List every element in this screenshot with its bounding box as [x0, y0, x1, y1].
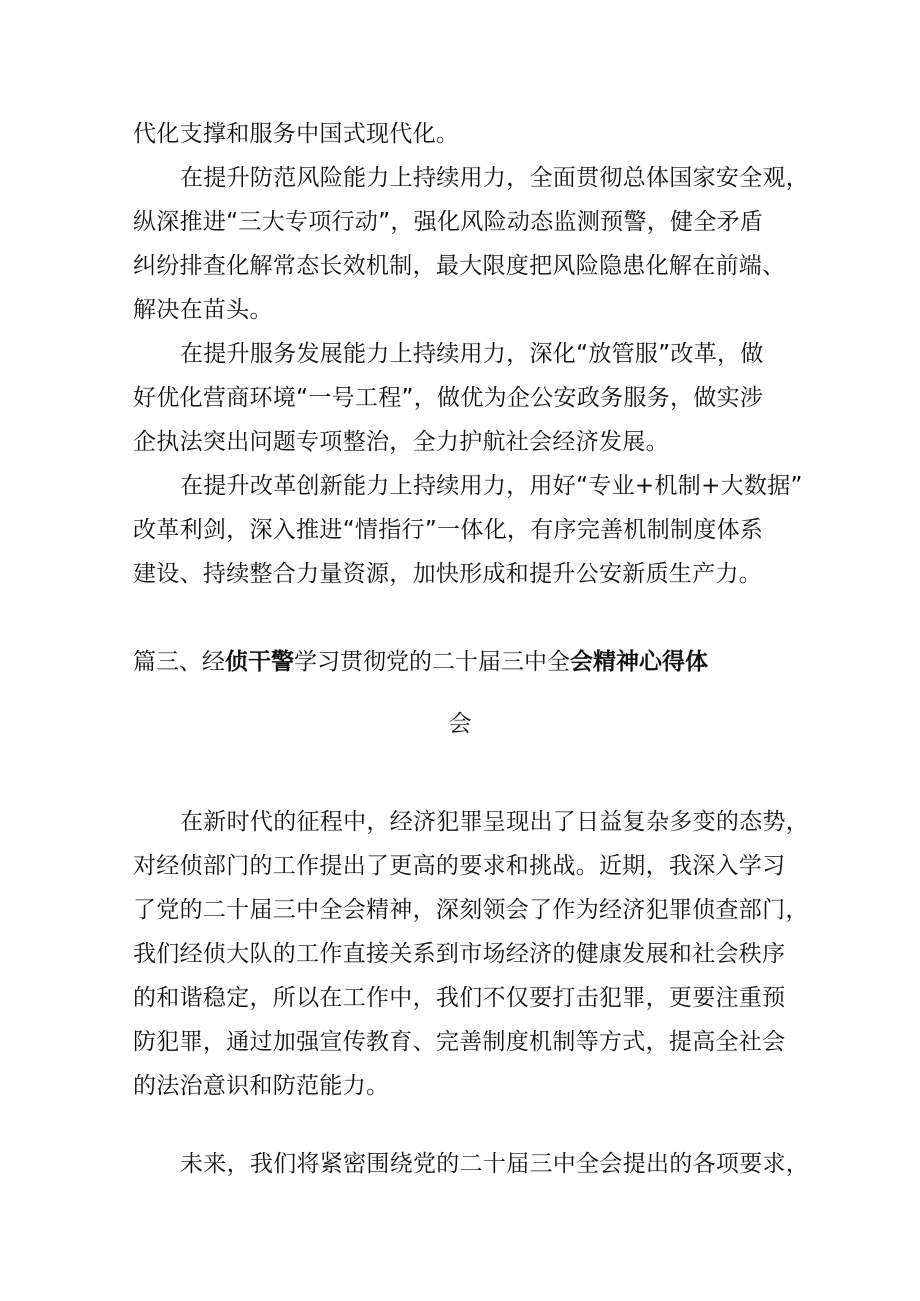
text-line: 纵深推进“三大专项行动”，强化风险动态监测预警，健全矛盾 [133, 209, 764, 235]
text-line: 防犯罪，通过加强宣传教育、完善制度机制等方式，提高全社会 [133, 1029, 786, 1055]
text-line: 的和谐稳定，所以在工作中，我们不仅要打击犯罪，更要注重预 [133, 985, 786, 1011]
text-line: 企执法突出问题专项整治，全力护航社会经济发展。 [133, 429, 669, 455]
text-line: 解决在苗头。 [133, 297, 273, 323]
heading-part-bold: 会精神心得体 [570, 649, 708, 675]
text-line: 在提升防范风险能力上持续用力，全面贯彻总体国家安全观， [180, 165, 810, 191]
section-heading-continuation: 会 [448, 711, 472, 737]
heading-part: 篇三、经 [133, 649, 225, 675]
text-line: 代化支撑和服务中国式现代化。 [133, 121, 460, 147]
text-line: 在提升服务发展能力上持续用力，深化“放管服”改革，做 [180, 341, 764, 367]
text-line: 改革利剑，深入推进“情指行”一体化，有序完善机制制度体系 [133, 517, 764, 543]
text-line: 了党的二十届三中全会精神，深刻领会了作为经济犯罪侦查部门， [133, 897, 809, 923]
text-line: 好优化营商环境“一号工程”，做优为企公安政务服务，做实涉 [133, 385, 764, 411]
text-line: 在提升改革创新能力上持续用力，用好“专业+机制+大数据” [180, 473, 803, 499]
text-line: 的法治意识和防范能力。 [133, 1073, 390, 1099]
heading-part-bold: 侦干警 [225, 649, 294, 675]
text-line: 未来，我们将紧密围绕党的二十届三中全会提出的各项要求， [180, 1151, 810, 1177]
text-line: 在新时代的征程中，经济犯罪呈现出了日益复杂多变的态势， [180, 809, 810, 835]
text-line: 我们经侦大队的工作直接关系到市场经济的健康发展和社会秩序 [133, 941, 786, 967]
heading-part: 学习贯彻党的二十届三中全 [294, 649, 570, 675]
section-heading [133, 640, 823, 684]
text-line: 对经侦部门的工作提出了更高的要求和挑战。近期，我深入学习 [133, 853, 786, 879]
text-line: 纠纷排查化解常态长效机制，最大限度把风险隐患化解在前端、 [133, 253, 786, 279]
text-line: 建设、持续整合力量资源，加快形成和提升公安新质生产力。 [133, 561, 763, 587]
